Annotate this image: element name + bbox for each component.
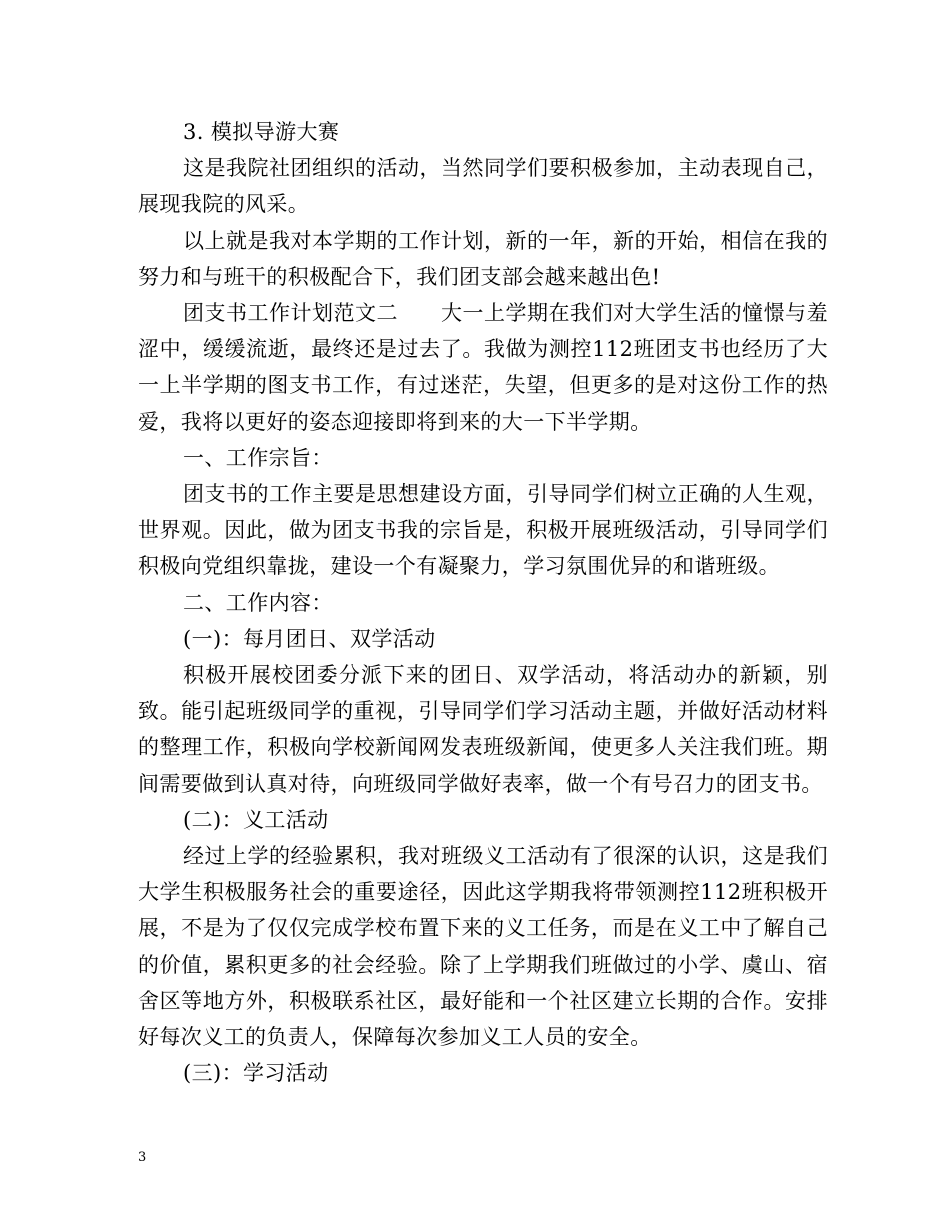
paragraph-volunteer: 经过上学的经验累积，我对班级义工活动有了很深的认识，这是我们大学生积极服务社会的重要途径，因此这学期我将带领测控112班积极开展，不是为了仅仅完成学校布置下来的义工任务，而是在义工中了解自己的价值，累积更多的社会经验。除了上学期我们班做过的小学、虞山、宿舍区等地方外，积极联系社区，最好能和一个社区建立长期的合作。安排好每次义工的负责人，保障每次参加义工人员的安全。 bbox=[138, 844, 828, 1050]
paragraph-semester-summary: 以上就是我对本学期的工作计划，新的一年，新的开始，相信在我的努力和与班干的积极配合下，我们团支部会越来越出色! bbox=[138, 228, 828, 289]
paragraph-monthly-activities: 积极开展校团委分派下来的团日、双学活动，将活动办的新颖，别致。能引起班级同学的重视，引导同学们学习活动主题，并做好活动材料的整理工作，积极向学校新闻网发表班级新闻，使更多人关注我们班。期间需要做到认真对待，向班级同学做好表率，做一个有号召力的团支书。 bbox=[138, 663, 828, 796]
subheading-monthly-activities: (一)：每月团日、双学活动 bbox=[183, 626, 436, 651]
section-heading-content: 二、工作内容： bbox=[183, 590, 333, 615]
paragraph-purpose: 团支书的工作主要是思想建设方面，引导同学们树立正确的人生观，世界观。因此，做为团支书我的宗旨是，积极开展班级活动，引导同学们积极向党组织靠拢，建设一个有凝聚力，学习氛围优异的和谐班级。 bbox=[138, 482, 828, 579]
paragraph-sample-two-intro: 团支书工作计划范文二 大一上学期在我们对大学生活的憧憬与羞涩中，缓缓流逝，最终还是过去了。我做为测控112班团支书也经历了大一上半学期的图支书工作，有过迷茫，失望，但更多的是对这份工作的热爱，我将以更好的姿态迎接即将到来的大一下半学期。 bbox=[138, 301, 828, 434]
subheading-study: (三)：学习活动 bbox=[183, 1061, 329, 1086]
section-heading-purpose: 一、工作宗旨： bbox=[183, 445, 333, 470]
document-body bbox=[138, 114, 828, 1091]
paragraph-club-activity: 这是我院社团组织的活动，当然同学们要积极参加，主动表现自己，展现我院的风采。 bbox=[138, 156, 828, 217]
subheading-volunteer: (二)：义工活动 bbox=[183, 807, 329, 832]
page-number: 3 bbox=[138, 1150, 147, 1165]
paragraph-heading-mock-tour-guide: 3. 模拟导游大赛 bbox=[183, 120, 340, 144]
